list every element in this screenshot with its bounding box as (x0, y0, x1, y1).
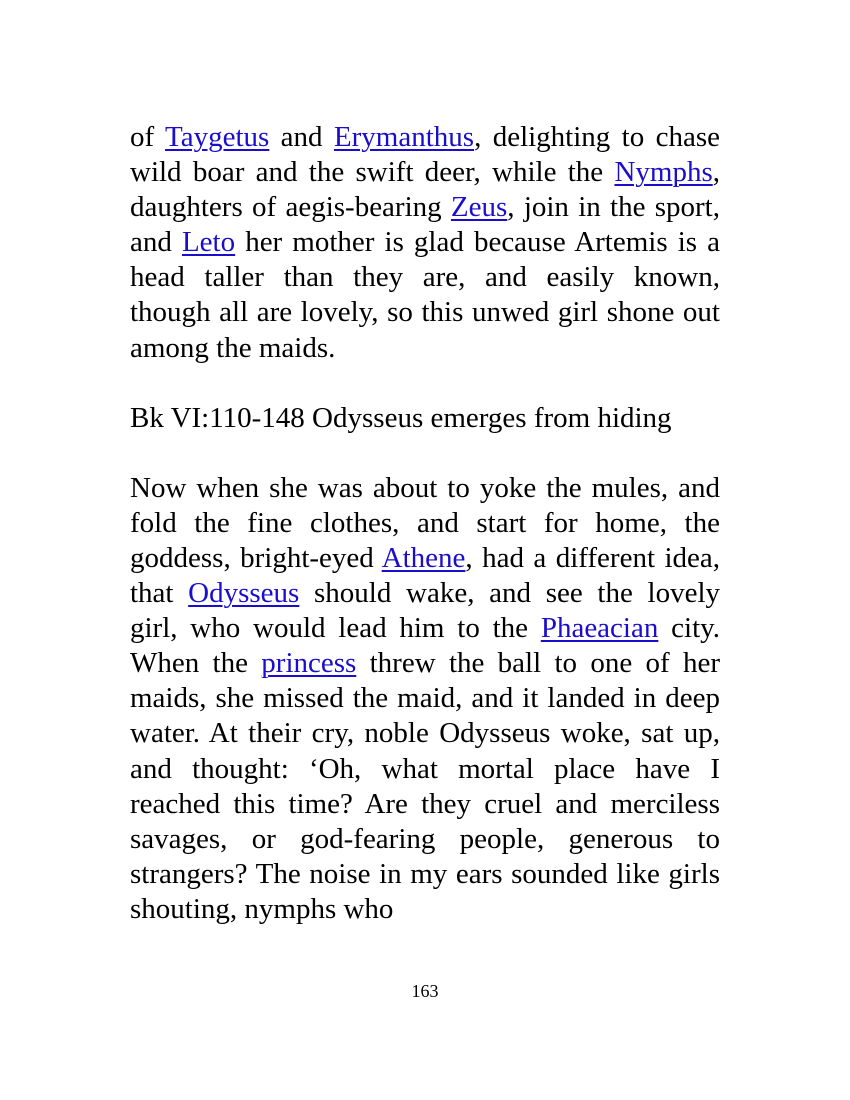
text-run: of (130, 121, 166, 153)
text-run: , delighting to chase wild boar and the swift deer, while the (130, 121, 721, 189)
link-odysseus[interactable]: Odysseus (188, 577, 300, 610)
paragraph-odysseus-wakes (130, 471, 720, 927)
text-run: , join in the sport, and (130, 191, 720, 259)
page-body (130, 120, 720, 927)
text-run: threw the ball to one of her maids, she missed the maid, and it landed in deep water. At their cry, noble Odysseus woke, sat up, and thought: ‘Oh, what mortal place have I reached this time? Are they cruel and merciless savages, or god-fearing people, generous to strangers? The noise in my ears sounded like girls shouting, nymphs who (130, 647, 720, 925)
text-run: , daughters of aegis-bearing (130, 156, 720, 224)
text-run: Now when she was about to yoke the mules, and fold the fine clothes, and start for home, the goddess, bright-eyed (130, 471, 720, 574)
text-run: , had a different idea, that (130, 541, 720, 610)
link-zeus[interactable]: Zeus (450, 191, 508, 224)
text-run: should wake, and see the lovely girl, who would lead him to the (130, 577, 720, 645)
section-heading: Bk VI:110-148 Odysseus emerges from hiding (130, 401, 672, 434)
page-number: 163 (411, 981, 439, 1001)
link-nymphs[interactable]: Nymphs (614, 156, 713, 189)
link-erymanthus[interactable]: Erymanthus (333, 121, 475, 153)
link-princess[interactable]: princess (261, 647, 357, 680)
link-athene[interactable]: Athene (381, 541, 466, 574)
text-run: city. When the (130, 612, 720, 680)
text-run: and (269, 121, 334, 153)
paragraph-artemis (130, 120, 720, 366)
link-taygetus[interactable]: Taygetus (165, 121, 270, 153)
link-leto[interactable]: Leto (181, 226, 236, 259)
text-run: her mother is glad because Artemis is a head taller than they are, and easily known, though all are lovely, so this unwed girl shone out among the maids. (130, 226, 720, 364)
link-phaeacian[interactable]: Phaeacian (540, 612, 659, 645)
